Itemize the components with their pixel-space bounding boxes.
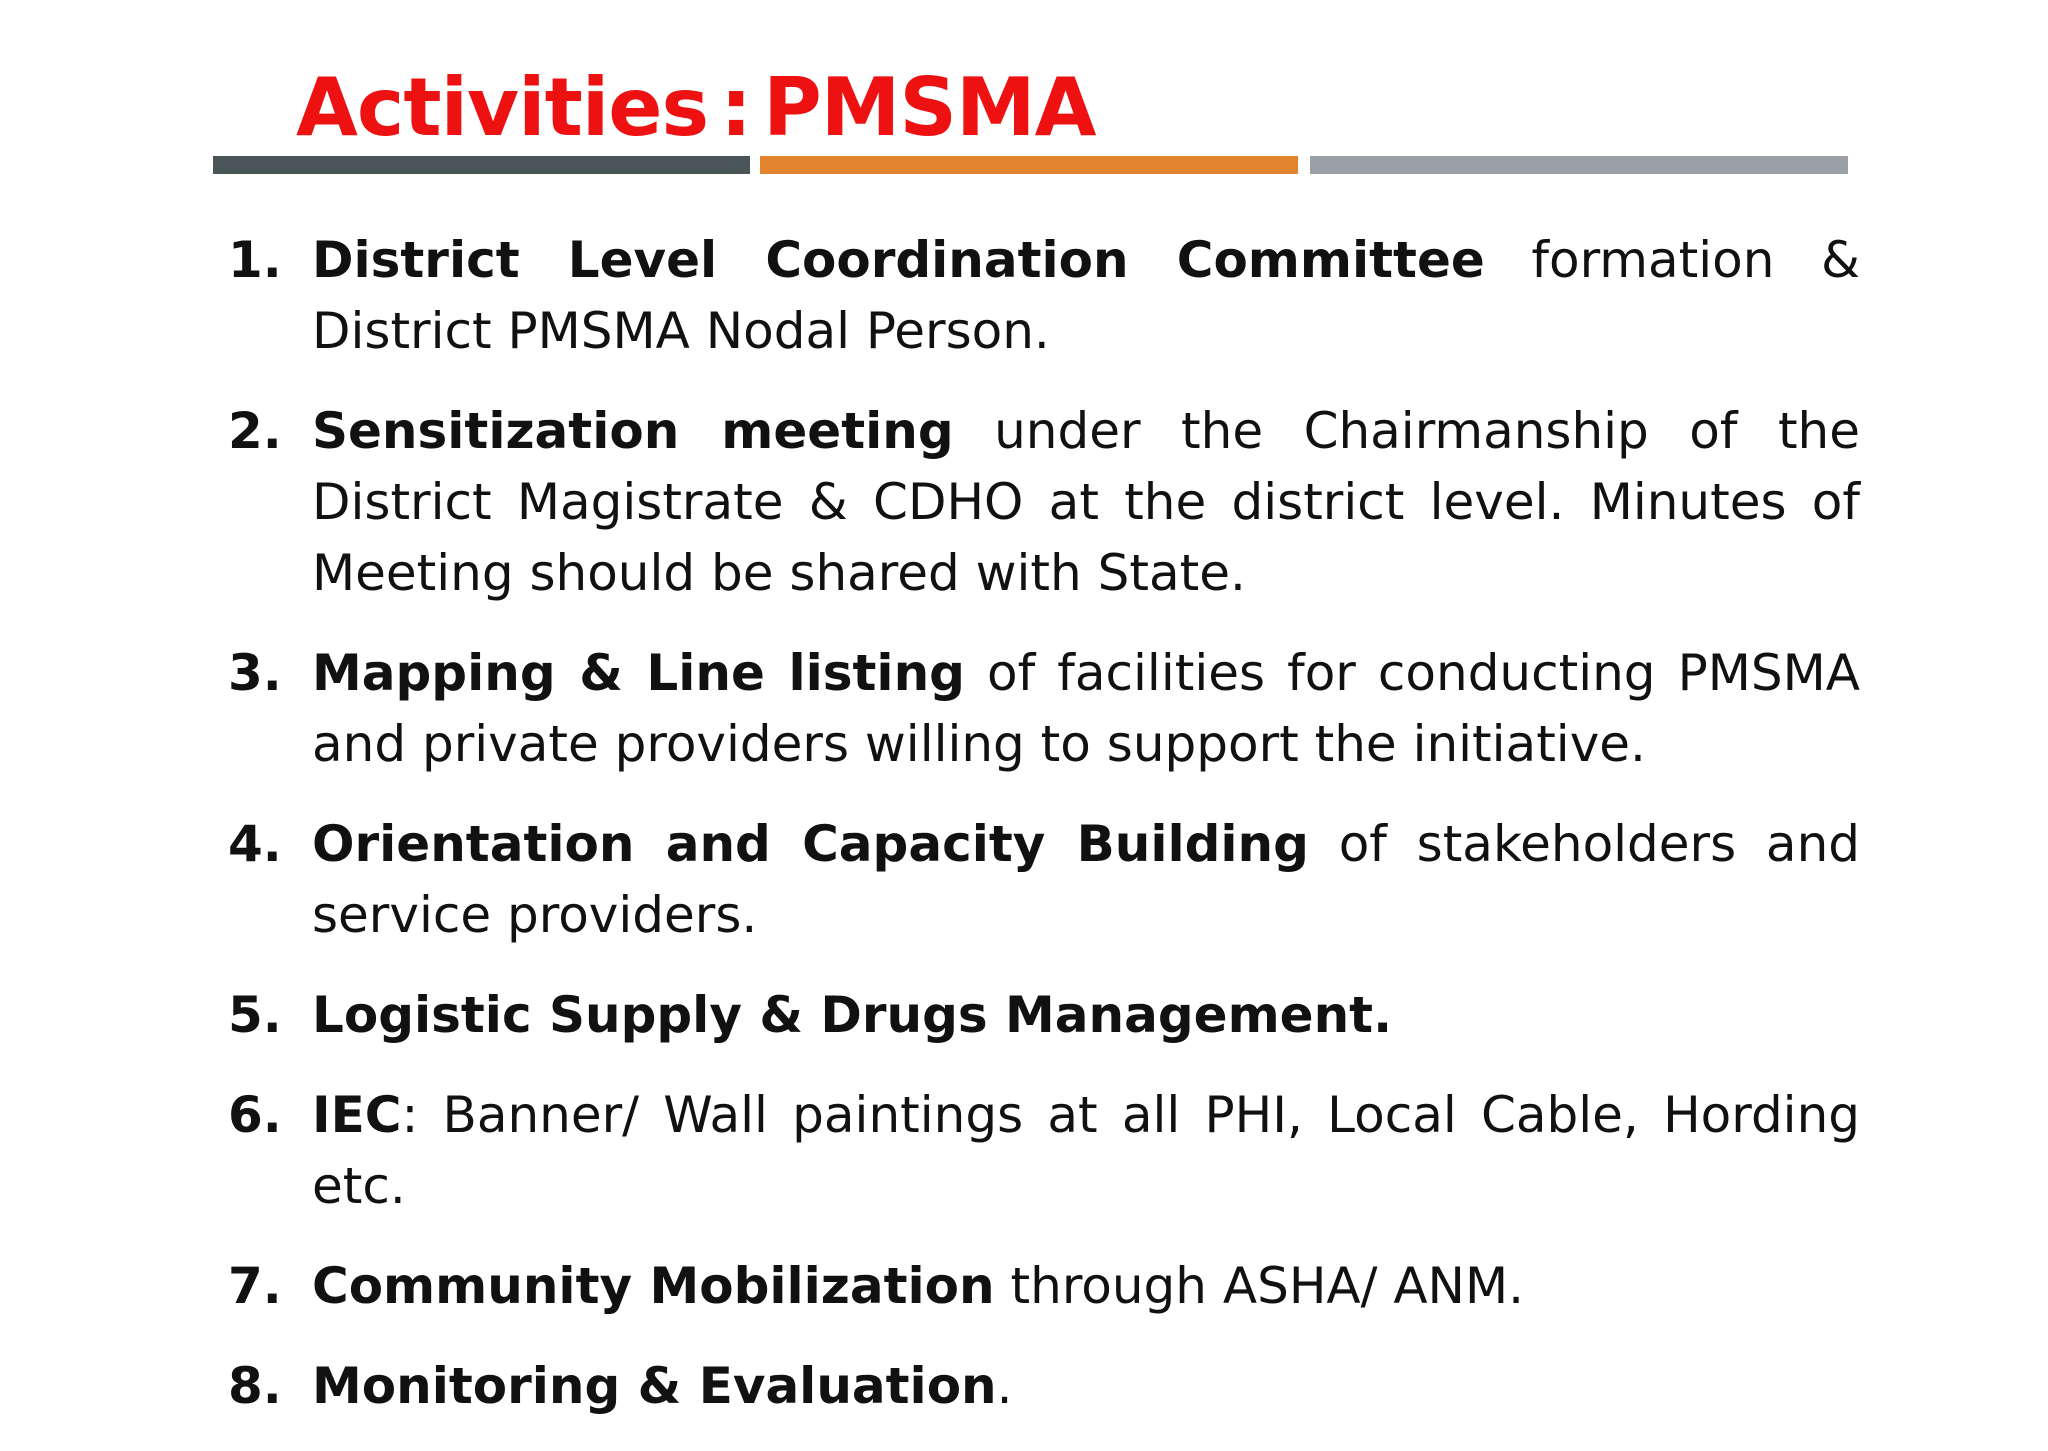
item-heading: Logistic Supply & Drugs Management.	[312, 986, 1393, 1044]
title-rule-dark	[213, 156, 750, 174]
item-heading: IEC	[312, 1086, 402, 1144]
item-number: 8.	[228, 1357, 282, 1415]
item-text: under the Chairmanship of the District Magistrate & CDHO at the district level. Minutes of Meeting should be shared with State.	[312, 402, 1860, 602]
item-heading: Mapping & Line listing	[312, 644, 965, 702]
activity-item	[220, 1251, 1860, 1322]
item-number: 4.	[228, 815, 282, 873]
title-rule-gray	[1310, 156, 1848, 174]
title-separator: :	[720, 61, 752, 154]
activity-item	[220, 396, 1860, 609]
item-heading: Sensitization meeting	[312, 402, 954, 460]
activity-list	[220, 225, 1860, 1451]
item-text: .	[996, 1357, 1013, 1415]
item-number: 3.	[228, 644, 282, 702]
title-left: Activities	[296, 61, 709, 154]
item-number: 5.	[228, 986, 282, 1044]
item-number: 2.	[228, 402, 282, 460]
item-heading: Orientation and Capacity Building	[312, 815, 1309, 873]
activity-item	[220, 809, 1860, 951]
item-number: 1.	[228, 231, 282, 289]
slide-title	[296, 62, 1096, 154]
activity-item	[220, 980, 1860, 1051]
activity-item	[220, 1080, 1860, 1222]
item-heading: District Level Coordination Committee	[312, 231, 1485, 289]
title-right: PMSMA	[763, 61, 1096, 154]
item-number: 7.	[228, 1257, 282, 1315]
item-text: through ASHA/ ANM.	[994, 1257, 1524, 1315]
item-text: of facilities for conducting PMSMA and private providers willing to support the initiative.	[312, 644, 1860, 773]
activity-item	[220, 638, 1860, 780]
title-rule-orange	[760, 156, 1298, 174]
item-heading: Monitoring & Evaluation	[312, 1357, 997, 1415]
activity-item	[220, 1351, 1860, 1422]
item-heading: Community Mobilization	[312, 1257, 995, 1315]
item-text: : Banner/ Wall paintings at all PHI, Local Cable, Hording etc.	[312, 1086, 1860, 1215]
activity-item	[220, 225, 1860, 367]
item-number: 6.	[228, 1086, 282, 1144]
item-text: of stakeholders and service providers.	[312, 815, 1860, 944]
item-text: formation & District PMSMA Nodal Person.	[312, 231, 1861, 360]
